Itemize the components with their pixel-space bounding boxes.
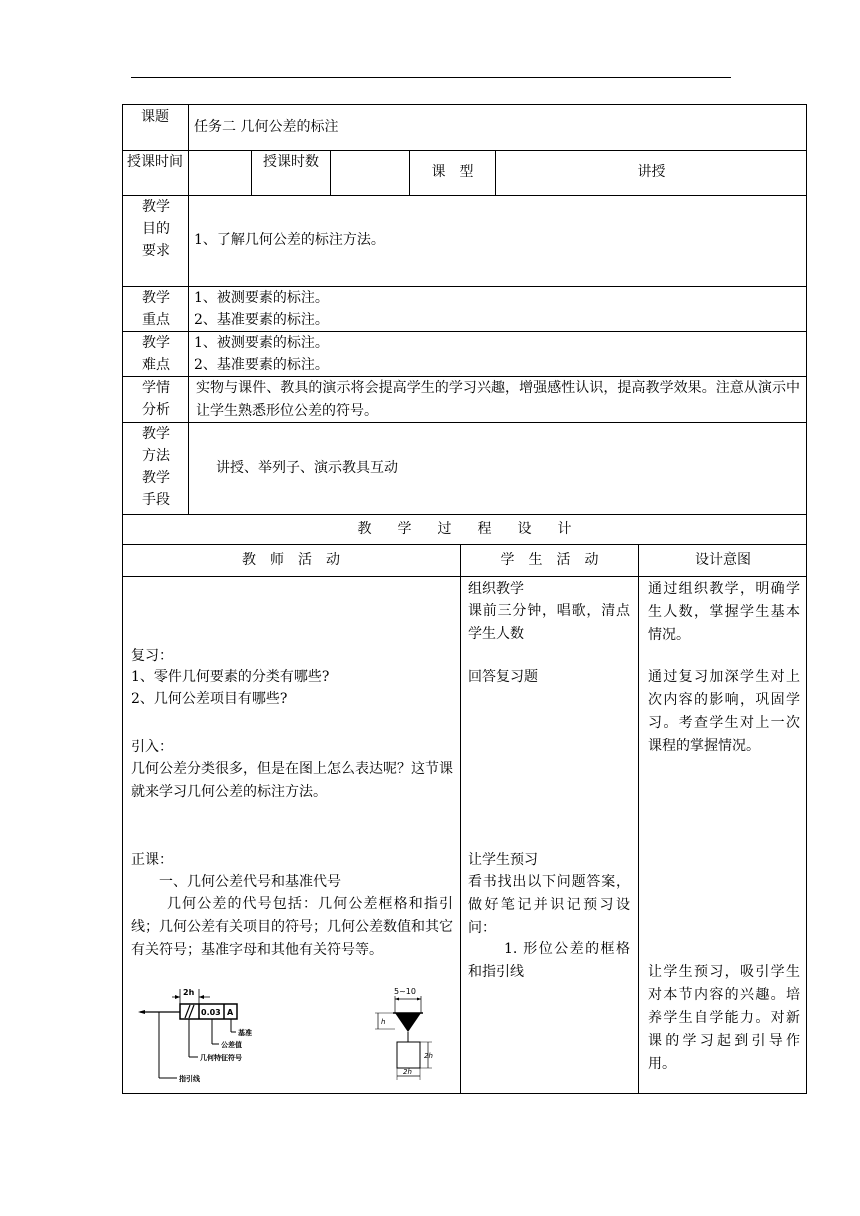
student-org-title: 组织教学 (468, 581, 524, 597)
method-value: 讲授、举列子、演示教具互动 (216, 460, 398, 476)
intent-paragraph-1: 通过组织教学，明确学生人数，掌握学生基本情况。 (648, 581, 800, 643)
review-question-1: 1、零件几何要素的分类有哪些? (131, 669, 330, 685)
frame-dim-label: 2h (183, 988, 195, 997)
col-student-header: 学 生 活 动 (500, 552, 599, 568)
rule (188, 104, 189, 514)
section-1-text: 几何公差的代号包括：几何公差框格和指引线；几何公差有关项目的符号；几何公差数值和其它有关符号；基准字母和其他有关符号等。 (131, 896, 453, 958)
tolerance-frame-figure (134, 984, 274, 1088)
goal-label: 教学目的要求 (142, 199, 170, 259)
key-line-1: 1、被测要素的标注。 (194, 290, 329, 306)
datum-box-dim-v: 2h (424, 1052, 433, 1060)
student-preview-question-1: 1. 形位公差的框格和指引线 (468, 941, 630, 980)
review-question-2: 2、几何公差项目有哪些? (131, 691, 288, 707)
time-label: 授课时间 (127, 154, 183, 170)
intro-title: 引入： (131, 739, 173, 755)
header-rule (131, 77, 731, 78)
col-intent-header: 设计意图 (695, 552, 751, 568)
main-title: 正课： (131, 852, 173, 868)
section-1-title: 一、几何公差代号和基准代号 (159, 874, 341, 890)
analysis-value: 实物与课件、教具的演示将会提高学生的学习兴趣，增强感性认识，提高教学效果。注意从演示中让学生熟悉形位公差的符号。 (196, 380, 800, 419)
key-label: 教学重点 (142, 290, 170, 328)
rule (122, 150, 807, 151)
label-symbol: 几何特征符号 (200, 1054, 242, 1062)
type-value: 讲授 (637, 164, 666, 180)
rule (122, 576, 807, 577)
intro-text: 几何公差分类很多，但是在图上怎么表达呢？这节课就来学习几何公差的标注方法。 (131, 761, 453, 800)
datum-top-dim: 5~10 (394, 987, 416, 996)
rule (638, 544, 639, 1094)
datum-symbol-figure (370, 985, 438, 1081)
datum-side-dim: h (381, 1018, 386, 1026)
label-value: 公差值 (221, 1041, 242, 1049)
process-title: 教学过程设计 (357, 521, 598, 537)
topic-value: 任务二 几何公差的标注 (194, 119, 339, 135)
student-org-text: 课前三分钟，唱歌，清点学生人数 (468, 603, 630, 642)
frame-datum: A (227, 1008, 234, 1017)
frame-value: 0.03 (201, 1008, 221, 1017)
rule (251, 150, 252, 195)
rule (122, 195, 807, 196)
label-datum: 基准 (238, 1029, 252, 1037)
student-preview-title: 让学生预习 (468, 852, 538, 868)
method-label: 教学方法教学手段 (142, 426, 170, 508)
col-teacher-header: 教 师 活 动 (242, 552, 340, 568)
difficulty-line-1: 1、被测要素的标注。 (194, 335, 329, 351)
review-title: 复习： (131, 648, 173, 664)
difficulty-label: 教学难点 (142, 335, 170, 373)
hours-label: 授课时数 (263, 154, 319, 170)
difficulty-line-2: 2、基准要素的标注。 (194, 357, 329, 373)
intent-paragraph-2: 通过复习加深学生对上次内容的影响，巩固学习。考查学生对上一次课程的掌握情况。 (648, 669, 800, 754)
type-label: 课 型 (431, 164, 474, 180)
goal-value: 1、了解几何公差的标注方法。 (194, 232, 385, 248)
rule (460, 544, 461, 1094)
label-leader: 指引线 (179, 1075, 200, 1083)
rule (122, 544, 807, 545)
key-line-2: 2、基准要素的标注。 (194, 312, 329, 328)
student-review-answer: 回答复习题 (468, 669, 538, 685)
rule (122, 514, 807, 515)
analysis-label: 学情分析 (142, 380, 170, 418)
rule (330, 150, 331, 195)
topic-label: 课题 (141, 109, 169, 125)
student-preview-text: 看书找出以下问题答案，做好笔记并识记预习设问： (468, 874, 630, 936)
datum-box-dim-h: 2h (403, 1068, 412, 1076)
intent-paragraph-3: 让学生预习，吸引学生对本节内容的兴趣。培养学生自学能力。对新课的学习起到引导作用。 (648, 964, 800, 1072)
